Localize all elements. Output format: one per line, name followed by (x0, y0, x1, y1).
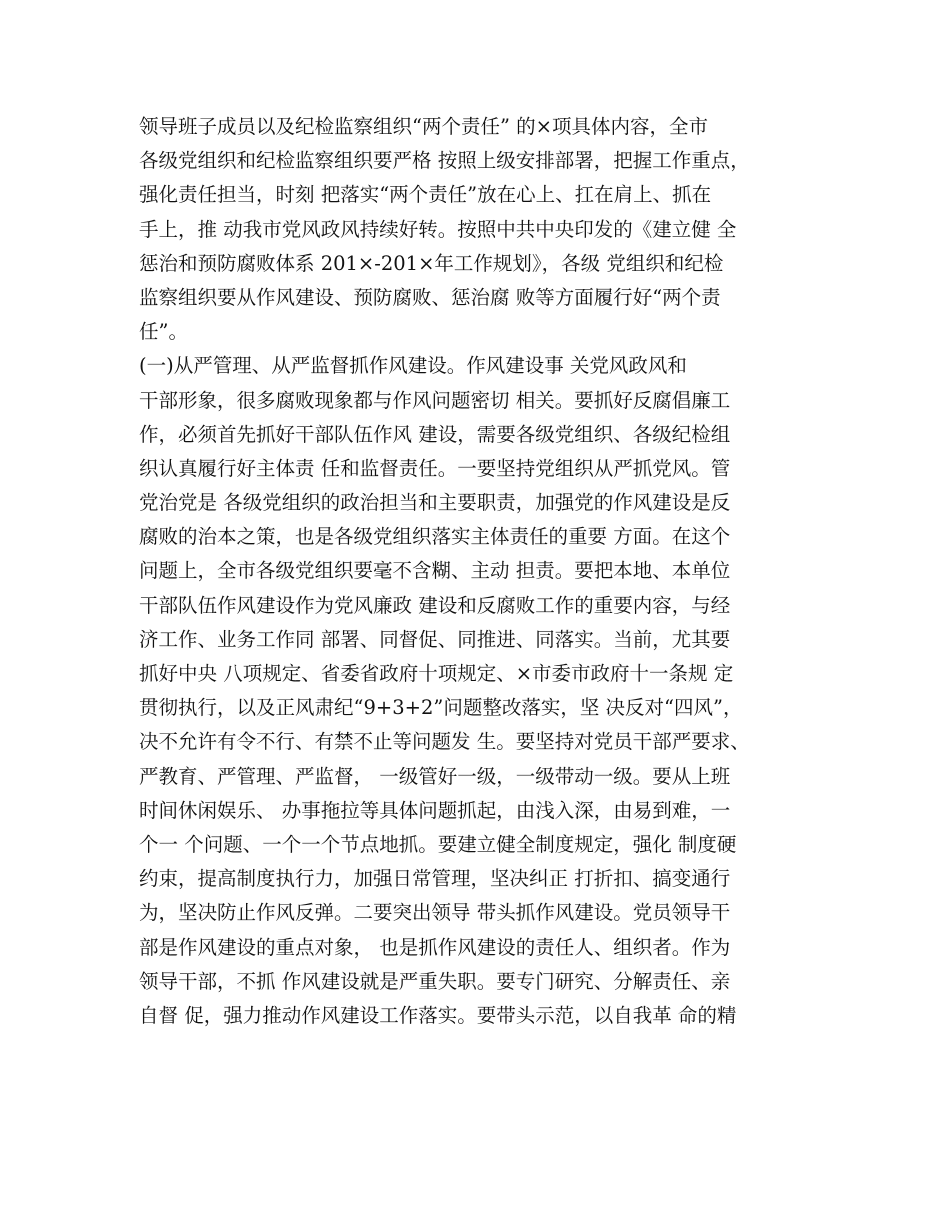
text-line: 严教育、严管理、严监督， 一级管好一级，一级带动一级。要从上班 (139, 764, 731, 788)
text-line: 惩治和预防腐败体系 201×-201×年工作规划》，各级 党组织和纪检 (139, 251, 724, 275)
text-line: 部是作风建设的重点对象， 也是抓作风建设的责任人、组织者。作为 (139, 935, 731, 959)
text-line: 抓好中央 八项规定、省委省政府十项规定、×市委市政府十一条规 定 (139, 662, 734, 685)
text-line: 干部队伍作风建设作为党风廉政 建设和反腐败工作的重要内容，与经 (139, 593, 731, 617)
text-line: 各级党组织和纪检监察组织要严格 按照上级安排部署，把握工作重点， (139, 149, 750, 173)
body-text (139, 110, 839, 1033)
text-line: 约束，提高制度执行力，加强日常管理，坚决纠正 打折扣、搞变通行 (139, 867, 731, 891)
text-line: 织认真履行好主体责 任和监督责任。一要坚持党组织从严抓党风。管 (139, 456, 731, 480)
text-line: 监察组织要从作风建设、预防腐败、惩治腐 败等方面履行好“两个责 (139, 285, 721, 309)
text-line: 任”。 (139, 320, 188, 344)
text-line: 手上，推 动我市党风政风持续好转。按照中共中央印发的《建立健 全 (139, 217, 737, 241)
text-line: 决不允许有令不行、有禁不止等问题发 生。要坚持对党员干部严要求、 (139, 730, 750, 754)
text-line: 作，必须首先抓好干部队伍作风 建设，需要各级党组织、各级纪检组 (139, 422, 731, 446)
text-line: 时间休闲娱乐、 办事拖拉等具体问题抓起，由浅入深，由易到难，一 (139, 798, 731, 822)
text-line: 腐败的治本之策，也是各级党组织落实主体责任的重要 方面。在这个 (139, 525, 731, 549)
text-line: 强化责任担当，时刻 把落实“两个责任”放在心上、扛在肩上、抓在 (139, 183, 712, 207)
text-line: 问题上，全市各级党组织要毫不含糊、主动 担责。要把本地、本单位 (139, 559, 731, 583)
text-line: 党治党是 各级党组织的政治担当和主要职责，加强党的作风建设是反 (139, 491, 731, 515)
text-line: 济工作、业务工作同 部署、同督促、同推进、同落实。当前，尤其要 (139, 627, 731, 651)
text-line: 贯彻执行，以及正风肃纪“9+3+2”问题整改落实，坚 决反对“四风”， (139, 696, 743, 720)
text-line: (一)从严管理、从严监督抓作风建设。作风建设事 关党风政风和 (139, 354, 687, 378)
text-line: 个一 个问题、一个一个节点地抓。要建立健全制度规定，强化 制度硬 (139, 832, 737, 856)
text-line: 领导班子成员以及纪检监察组织“两个责任” 的×项具体内容，全市 (139, 115, 708, 138)
text-line: 自督 促，强力推动作风建设工作落实。要带头示范，以自我革 命的精 (139, 1003, 737, 1027)
text-line: 领导干部，不抓 作风建设就是严重失职。要专门研究、分解责任、亲 (139, 969, 731, 993)
text-line: 为，坚决防止作风反弹。二要突出领导 带头抓作风建设。党员领导干 (139, 901, 731, 925)
text-line: 干部形象，很多腐败现象都与作风问题密切 相关。要抓好反腐倡廉工 (139, 388, 731, 412)
